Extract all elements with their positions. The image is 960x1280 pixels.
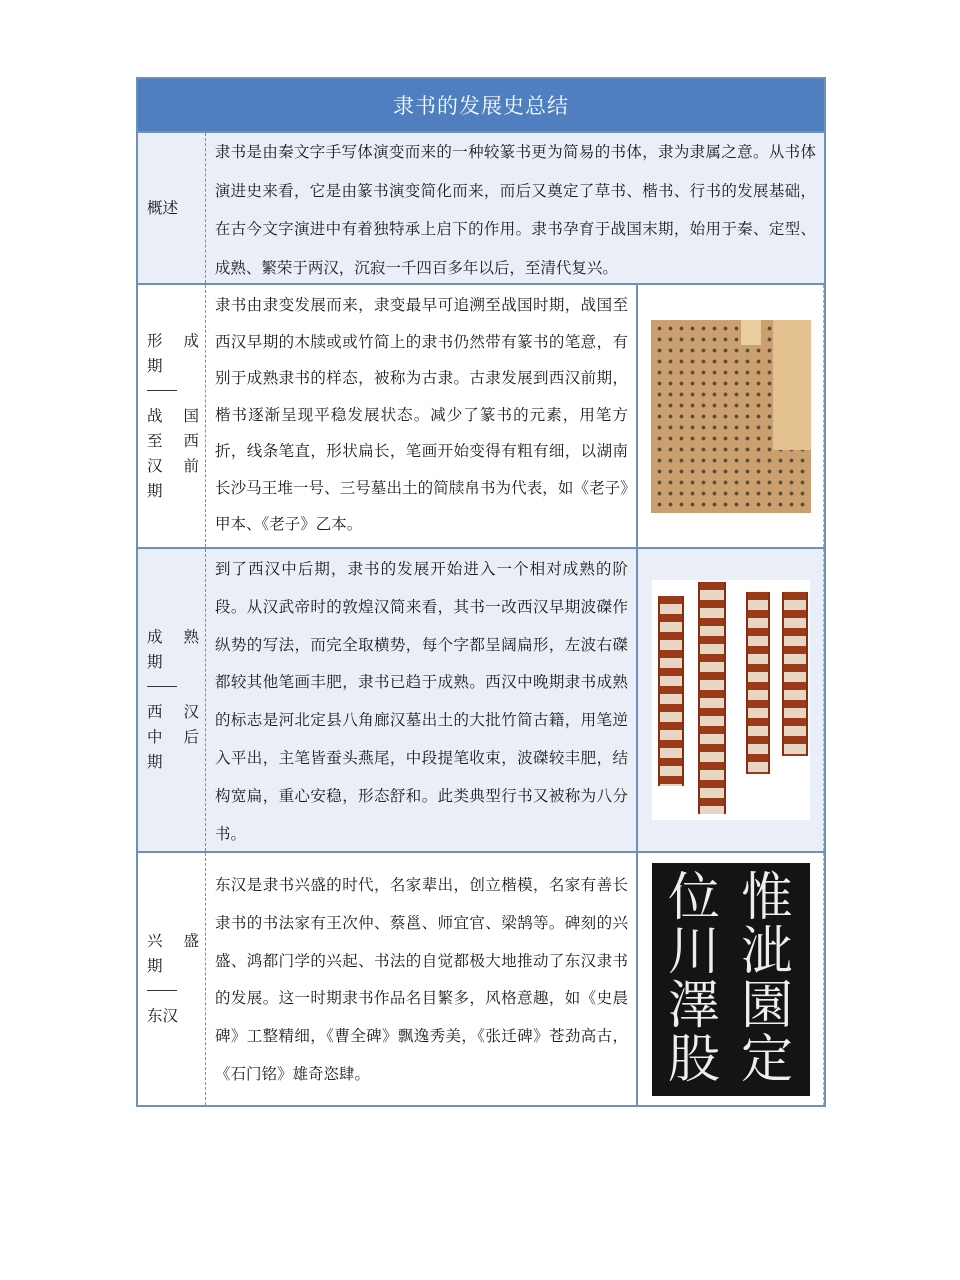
- summary-table: [136, 77, 826, 1107]
- label-divider: [147, 990, 177, 991]
- overview-row: [138, 133, 824, 285]
- period-text: 东汉是隶书兴盛的时代，名家辈出，创立楷模，名家有善长隶书的书法家有王次仲、蔡邕、师宜官、梁鹄等。碑刻的兴盛、鸿都门学的兴起、书法的自觉都极大地推动了东汉隶书的发展。这一时期隶书作品名目繁多，风格意趣，如《史晨碑》工整精细，《曹全碑》飘逸秀美，《张迁碑》苍劲高古，《石门铭》雄奇恣肆。: [206, 853, 638, 1105]
- overview-text: 隶书是由秦文字手写体演变而来的一种较篆书更为简易的书体，隶为隶属之意。从书体演进史来看，它是由篆书演变简化而来，而后又奠定了草书、楷书、行书的发展基础，在古今文字演进中有着独特承上启下的作用。隶书孕育于战国末期，始用于秦、定型、成熟、繁荣于两汉，沉寂一千四百多年以后，至清代复兴。: [214, 143, 816, 277]
- period-label: 成 熟 期 西 汉 中 后 期: [138, 549, 206, 851]
- period-image-cell: [638, 285, 824, 547]
- period-label: 形 成 期 战 国 至 西 汉 前 期: [138, 285, 206, 547]
- label-divider: [147, 390, 177, 391]
- stele-rubbing-image: 位 惟 川 泚 澤 園 股 定: [652, 863, 810, 1096]
- period-row-formation: [138, 285, 824, 549]
- period-text: 隶书由隶变发展而来，隶变最早可追溯至战国时期，战国至西汉早期的木牍或或竹简上的隶书仍然带有篆书的笔意，有别于成熟隶书的样态，被称为古隶。古隶发展到西汉前期，楷书逐渐呈现平稳发展状态。减少了篆书的元素，用笔方折，线条笔直，形状扁长，笔画开始变得有粗有细，以湖南长沙马王堆一号、三号墓出土的简牍帛书为代表，如《老子》甲本、《老子》乙本。: [206, 285, 638, 547]
- bamboo-slips-image: [652, 580, 810, 820]
- silk-manuscript-image: [651, 320, 811, 513]
- period-text: 到了西汉中后期，隶书的发展开始进入一个相对成熟的阶段。从汉武帝时的敦煌汉简来看，其书一改西汉早期波磔作纵势的写法，而完全取横势，每个字都呈阔扁形，左波右磔都较其他笔画丰肥，隶书已趋于成熟。西汉中晚期隶书成熟的标志是河北定县八角廊汉墓出土的大批竹简古籍，用笔逆入平出，主笔皆蚕头燕尾，中段提笔收束，波磔较丰肥，结构宽扁，重心安稳，形态舒和。此类典型行书又被称为八分书。: [206, 549, 638, 851]
- label-divider: [147, 686, 177, 687]
- period-row-maturity: [138, 549, 824, 853]
- overview-label: 概述: [138, 133, 206, 283]
- period-image-cell: [638, 549, 824, 851]
- period-label: 兴 盛 期 东汉: [138, 853, 206, 1105]
- period-image-cell: [638, 853, 824, 1105]
- period-row-flourishing: [138, 853, 824, 1105]
- table-title: 隶书的发展史总结: [138, 79, 824, 133]
